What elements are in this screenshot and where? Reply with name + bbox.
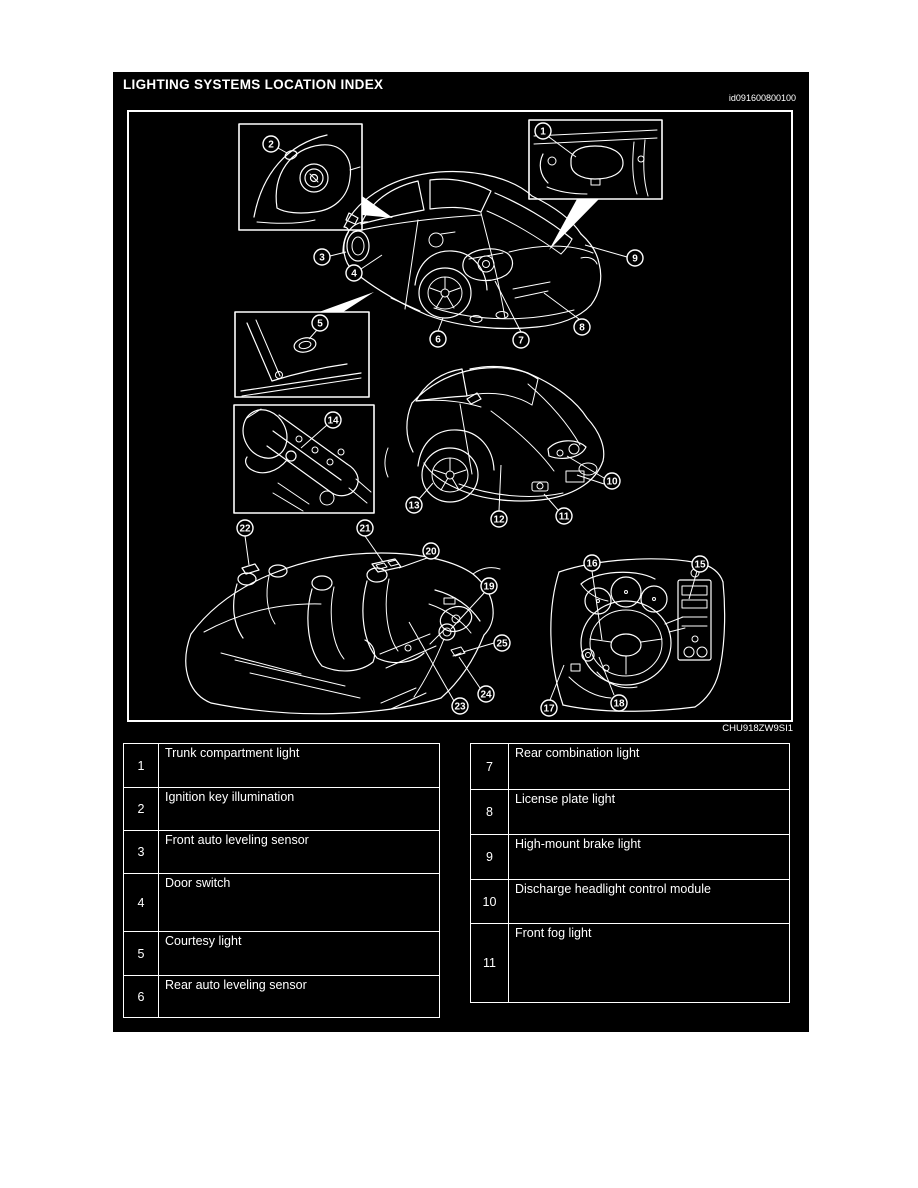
callout-4 <box>346 265 362 281</box>
page-title: LIGHTING SYSTEMS LOCATION INDEX <box>123 77 384 92</box>
item-number: 1 <box>124 744 159 788</box>
item-label: High-mount brake light <box>509 835 790 880</box>
callout-5 <box>312 315 328 331</box>
document-id: id091600800100 <box>728 93 796 103</box>
item-label: Discharge headlight control module <box>509 880 790 924</box>
callout-1 <box>535 123 551 139</box>
svg-text:9: 9 <box>632 253 638 265</box>
table-row <box>124 932 440 976</box>
svg-text:17: 17 <box>543 703 555 715</box>
rear-exterior-view <box>343 172 601 329</box>
svg-text:12: 12 <box>493 514 505 526</box>
table-row <box>124 788 440 831</box>
table-row <box>124 874 440 932</box>
callout-25 <box>494 635 510 651</box>
diagram-frame <box>127 110 793 722</box>
svg-text:1: 1 <box>540 126 546 138</box>
svg-text:4: 4 <box>351 268 357 280</box>
item-number: 9 <box>471 835 509 880</box>
callout-17 <box>541 700 557 716</box>
callout-11 <box>556 508 572 524</box>
svg-text:23: 23 <box>454 701 466 713</box>
table-row <box>124 744 440 788</box>
index-table-right <box>470 743 790 1003</box>
svg-text:15: 15 <box>694 559 706 571</box>
item-number: 11 <box>471 924 509 1003</box>
item-number: 8 <box>471 790 509 835</box>
svg-text:11: 11 <box>558 511 570 523</box>
callout-14 <box>325 412 341 428</box>
table-row <box>124 976 440 1018</box>
callout-2 <box>263 136 279 152</box>
figure-code: CHU918ZW9SI1 <box>722 723 793 734</box>
table-row <box>471 835 790 880</box>
svg-text:10: 10 <box>606 476 618 488</box>
svg-text:20: 20 <box>425 546 437 558</box>
callout-20 <box>423 543 439 559</box>
callout-15 <box>692 556 708 572</box>
item-label: Rear combination light <box>509 744 790 790</box>
callout-3 <box>314 249 330 265</box>
table-row <box>471 790 790 835</box>
inset-trunk-light <box>529 120 662 250</box>
svg-text:14: 14 <box>327 415 339 427</box>
svg-text:2: 2 <box>268 139 274 151</box>
index-table-left <box>123 743 440 1018</box>
callout-22 <box>237 520 253 536</box>
svg-text:24: 24 <box>480 689 492 701</box>
svg-text:6: 6 <box>435 334 441 346</box>
table-row <box>471 744 790 790</box>
inset-transmission <box>234 402 374 513</box>
svg-text:16: 16 <box>586 558 598 570</box>
front-exterior-view <box>385 366 604 502</box>
callout-12 <box>491 511 507 527</box>
callout-19 <box>481 578 497 594</box>
svg-text:3: 3 <box>319 252 325 264</box>
item-label: Ignition key illumination <box>159 788 440 831</box>
inset-ignition-key <box>239 124 393 230</box>
callout-21 <box>357 520 373 536</box>
svg-text:7: 7 <box>518 335 524 347</box>
dashboard-view <box>551 559 725 711</box>
lighting-index-panel <box>113 72 809 1032</box>
inset-courtesy-light <box>235 292 374 397</box>
svg-text:5: 5 <box>317 318 323 330</box>
item-label: Door switch <box>159 874 440 932</box>
item-number: 2 <box>124 788 159 831</box>
svg-text:25: 25 <box>496 638 508 650</box>
table-row <box>471 880 790 924</box>
item-label: Trunk compartment light <box>159 744 440 788</box>
callout-24 <box>478 686 494 702</box>
callout-7 <box>513 332 529 348</box>
item-label: Courtesy light <box>159 932 440 976</box>
item-number: 5 <box>124 932 159 976</box>
svg-text:19: 19 <box>483 581 495 593</box>
item-number: 6 <box>124 976 159 1018</box>
svg-text:18: 18 <box>613 698 625 710</box>
item-number: 4 <box>124 874 159 932</box>
table-row <box>471 924 790 1003</box>
item-number: 7 <box>471 744 509 790</box>
item-label: Front auto leveling sensor <box>159 831 440 874</box>
callout-8 <box>574 319 590 335</box>
callout-6 <box>430 331 446 347</box>
table-row <box>124 831 440 874</box>
svg-text:22: 22 <box>239 523 251 535</box>
callout-10 <box>604 473 620 489</box>
callout-23 <box>452 698 468 714</box>
item-label: Front fog light <box>509 924 790 1003</box>
interior-view <box>186 553 500 714</box>
svg-text:13: 13 <box>408 500 420 512</box>
callout-18 <box>611 695 627 711</box>
item-number: 3 <box>124 831 159 874</box>
svg-text:8: 8 <box>579 322 585 334</box>
item-label: Rear auto leveling sensor <box>159 976 440 1018</box>
svg-text:21: 21 <box>359 523 371 535</box>
leader-lines <box>245 137 697 701</box>
item-number: 10 <box>471 880 509 924</box>
callout-13 <box>406 497 422 513</box>
item-label: License plate light <box>509 790 790 835</box>
callout-16 <box>584 555 600 571</box>
callout-9 <box>627 250 643 266</box>
